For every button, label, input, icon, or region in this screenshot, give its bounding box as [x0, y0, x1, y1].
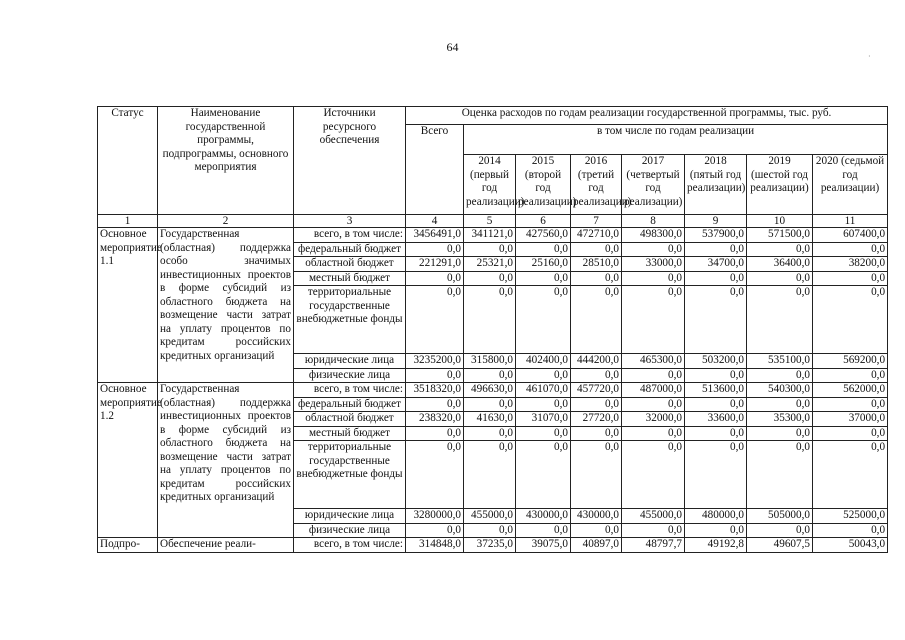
value-cell: 505000,0 [747, 509, 813, 524]
value-cell: 33600,0 [685, 412, 747, 427]
value-cell: 0,0 [622, 242, 685, 257]
value-cell: 0,0 [622, 441, 685, 509]
value-cell: 3518320,0 [406, 383, 464, 398]
value-cell: 0,0 [464, 441, 516, 509]
value-cell: 0,0 [622, 368, 685, 383]
value-cell: 3456491,0 [406, 228, 464, 243]
value-cell: 0,0 [406, 286, 464, 354]
value-cell: 0,0 [516, 368, 571, 383]
name-cell: Обеспечение реали- [158, 538, 294, 553]
value-cell: 430000,0 [516, 509, 571, 524]
value-cell: 3280000,0 [406, 509, 464, 524]
value-cell: 0,0 [571, 397, 622, 412]
value-cell: 221291,0 [406, 257, 464, 272]
name-cell: Государственная (областная) поддержка инвестиционных проектов в форме субсидий из областного бюджета на возмещение части затрат на уплату процентов по кредитам российских кредитных организаций [158, 383, 294, 538]
value-cell: 0,0 [464, 271, 516, 286]
value-cell: 0,0 [406, 441, 464, 509]
value-cell: 315800,0 [464, 354, 516, 369]
value-cell: 0,0 [747, 286, 813, 354]
value-cell: 402400,0 [516, 354, 571, 369]
col-number: 3 [294, 215, 406, 228]
value-cell: 25321,0 [464, 257, 516, 272]
value-cell: 0,0 [685, 426, 747, 441]
value-cell: 472710,0 [571, 228, 622, 243]
value-cell: 607400,0 [813, 228, 888, 243]
col-number: 4 [406, 215, 464, 228]
value-cell: 33000,0 [622, 257, 685, 272]
value-cell: 0,0 [464, 397, 516, 412]
col-number: 6 [516, 215, 571, 228]
value-cell: 0,0 [813, 523, 888, 538]
value-cell: 562000,0 [813, 383, 888, 398]
table-row [98, 228, 888, 243]
value-cell: 0,0 [406, 242, 464, 257]
value-cell: 49192,8 [685, 538, 747, 553]
value-cell: 0,0 [747, 242, 813, 257]
value-cell: 0,0 [464, 426, 516, 441]
value-cell: 41630,0 [464, 412, 516, 427]
value-cell: 513600,0 [685, 383, 747, 398]
value-cell: 571500,0 [747, 228, 813, 243]
value-cell: 455000,0 [622, 509, 685, 524]
col-number: 5 [464, 215, 516, 228]
value-cell: 37000,0 [813, 412, 888, 427]
header-year-2014: 2014 (первый год реализации) [464, 155, 516, 215]
value-cell: 461070,0 [516, 383, 571, 398]
value-cell: 0,0 [571, 368, 622, 383]
source-cell: всего, в том числе: [294, 228, 406, 243]
value-cell: 525000,0 [813, 509, 888, 524]
value-cell: 0,0 [622, 523, 685, 538]
value-cell: 39075,0 [516, 538, 571, 553]
value-cell: 0,0 [571, 286, 622, 354]
source-cell: территориальные государственные внебюджетные фонды [294, 286, 406, 354]
value-cell: 0,0 [516, 271, 571, 286]
value-cell: 0,0 [813, 286, 888, 354]
source-cell: юридические лица [294, 354, 406, 369]
value-cell: 0,0 [406, 271, 464, 286]
value-cell: 0,0 [813, 368, 888, 383]
value-cell: 0,0 [813, 426, 888, 441]
value-cell: 37235,0 [464, 538, 516, 553]
value-cell: 0,0 [464, 368, 516, 383]
source-cell: физические лица [294, 368, 406, 383]
value-cell: 0,0 [622, 397, 685, 412]
value-cell: 0,0 [464, 286, 516, 354]
header-year-2019: 2019 (шестой год реализации) [747, 155, 813, 215]
value-cell: 0,0 [464, 242, 516, 257]
value-cell: 465300,0 [622, 354, 685, 369]
value-cell: 0,0 [516, 242, 571, 257]
value-cell: 455000,0 [464, 509, 516, 524]
col-number: 8 [622, 215, 685, 228]
header-name: Наименование государственной программы, подпрограммы, основного мероприятия [158, 107, 294, 215]
value-cell: 0,0 [747, 523, 813, 538]
value-cell: 3235200,0 [406, 354, 464, 369]
header-by-years: в том числе по годам реализации [464, 125, 888, 155]
value-cell: 0,0 [813, 441, 888, 509]
source-cell: всего, в том числе: [294, 538, 406, 553]
value-cell: 0,0 [571, 426, 622, 441]
scan-speck: · [868, 52, 871, 61]
col-number: 11 [813, 215, 888, 228]
value-cell: 427560,0 [516, 228, 571, 243]
value-cell: 0,0 [406, 426, 464, 441]
value-cell: 0,0 [813, 271, 888, 286]
header-sources: Источники ресурсного обеспечения [294, 107, 406, 215]
value-cell: 0,0 [516, 397, 571, 412]
value-cell: 25160,0 [516, 257, 571, 272]
header-status: Статус [98, 107, 158, 215]
header-estimate: Оценка расходов по годам реализации государственной программы, тыс. руб. [406, 107, 888, 125]
col-number: 9 [685, 215, 747, 228]
col-number: 10 [747, 215, 813, 228]
value-cell: 480000,0 [685, 509, 747, 524]
header-year-2015: 2015 (второй год реализации) [516, 155, 571, 215]
value-cell: 537900,0 [685, 228, 747, 243]
source-cell: всего, в том числе: [294, 383, 406, 398]
value-cell: 34700,0 [685, 257, 747, 272]
value-cell: 0,0 [571, 523, 622, 538]
value-cell: 498300,0 [622, 228, 685, 243]
source-cell: юридические лица [294, 509, 406, 524]
source-cell: областной бюджет [294, 412, 406, 427]
value-cell: 0,0 [516, 523, 571, 538]
value-cell: 49607,5 [747, 538, 813, 553]
value-cell: 0,0 [571, 441, 622, 509]
value-cell: 0,0 [685, 271, 747, 286]
value-cell: 31070,0 [516, 412, 571, 427]
source-cell: местный бюджет [294, 271, 406, 286]
value-cell: 0,0 [685, 441, 747, 509]
value-cell: 0,0 [685, 523, 747, 538]
value-cell: 0,0 [516, 441, 571, 509]
value-cell: 487000,0 [622, 383, 685, 398]
value-cell: 48797,7 [622, 538, 685, 553]
value-cell: 0,0 [747, 368, 813, 383]
status-cell: Основное мероприятие 1.1 [98, 228, 158, 383]
value-cell: 0,0 [685, 368, 747, 383]
value-cell: 40897,0 [571, 538, 622, 553]
source-cell: территориальные государственные внебюджетные фонды [294, 441, 406, 509]
value-cell: 28510,0 [571, 257, 622, 272]
expenditure-table [97, 106, 888, 553]
source-cell: федеральный бюджет [294, 242, 406, 257]
table-body [98, 228, 888, 553]
value-cell: 0,0 [516, 426, 571, 441]
header-year-2020: 2020 (седьмой год реализации) [813, 155, 888, 215]
header-year-2017: 2017 (четвертый год реализации) [622, 155, 685, 215]
value-cell: 0,0 [813, 242, 888, 257]
value-cell: 0,0 [622, 426, 685, 441]
value-cell: 0,0 [747, 397, 813, 412]
value-cell: 0,0 [685, 397, 747, 412]
status-cell: Подпро- [98, 538, 158, 553]
value-cell: 0,0 [747, 426, 813, 441]
source-cell: федеральный бюджет [294, 397, 406, 412]
value-cell: 35300,0 [747, 412, 813, 427]
value-cell: 496630,0 [464, 383, 516, 398]
header-year-2016: 2016 (третий год реализации) [571, 155, 622, 215]
value-cell: 27720,0 [571, 412, 622, 427]
value-cell: 32000,0 [622, 412, 685, 427]
table-row [98, 383, 888, 398]
value-cell: 444200,0 [571, 354, 622, 369]
header-year-2018: 2018 (пятый год реализации) [685, 155, 747, 215]
value-cell: 0,0 [685, 242, 747, 257]
value-cell: 430000,0 [571, 509, 622, 524]
value-cell: 0,0 [571, 271, 622, 286]
col-number: 7 [571, 215, 622, 228]
value-cell: 238320,0 [406, 412, 464, 427]
source-cell: областной бюджет [294, 257, 406, 272]
value-cell: 0,0 [685, 286, 747, 354]
table-row [98, 538, 888, 553]
source-cell: местный бюджет [294, 426, 406, 441]
source-cell: физические лица [294, 523, 406, 538]
value-cell: 0,0 [622, 271, 685, 286]
value-cell: 341121,0 [464, 228, 516, 243]
value-cell: 0,0 [571, 242, 622, 257]
value-cell: 36400,0 [747, 257, 813, 272]
status-cell: Основное мероприятие 1.2 [98, 383, 158, 538]
page-number: 64 [446, 40, 459, 54]
col-number: 1 [98, 215, 158, 228]
value-cell: 0,0 [406, 397, 464, 412]
name-cell: Государственная (областная) поддержка особо значимых инвестиционных проектов в форме субсидий из областного бюджета на возмещение части затрат на уплату процентов по кредитам российских кредитных организаций [158, 228, 294, 383]
value-cell: 0,0 [516, 286, 571, 354]
col-number: 2 [158, 215, 294, 228]
value-cell: 503200,0 [685, 354, 747, 369]
value-cell: 0,0 [747, 441, 813, 509]
value-cell: 0,0 [406, 368, 464, 383]
value-cell: 569200,0 [813, 354, 888, 369]
value-cell: 0,0 [406, 523, 464, 538]
value-cell: 0,0 [747, 271, 813, 286]
value-cell: 38200,0 [813, 257, 888, 272]
value-cell: 314848,0 [406, 538, 464, 553]
value-cell: 540300,0 [747, 383, 813, 398]
value-cell: 457720,0 [571, 383, 622, 398]
value-cell: 50043,0 [813, 538, 888, 553]
value-cell: 0,0 [464, 523, 516, 538]
value-cell: 0,0 [813, 397, 888, 412]
value-cell: 0,0 [622, 286, 685, 354]
value-cell: 535100,0 [747, 354, 813, 369]
header-total: Всего [406, 125, 464, 215]
